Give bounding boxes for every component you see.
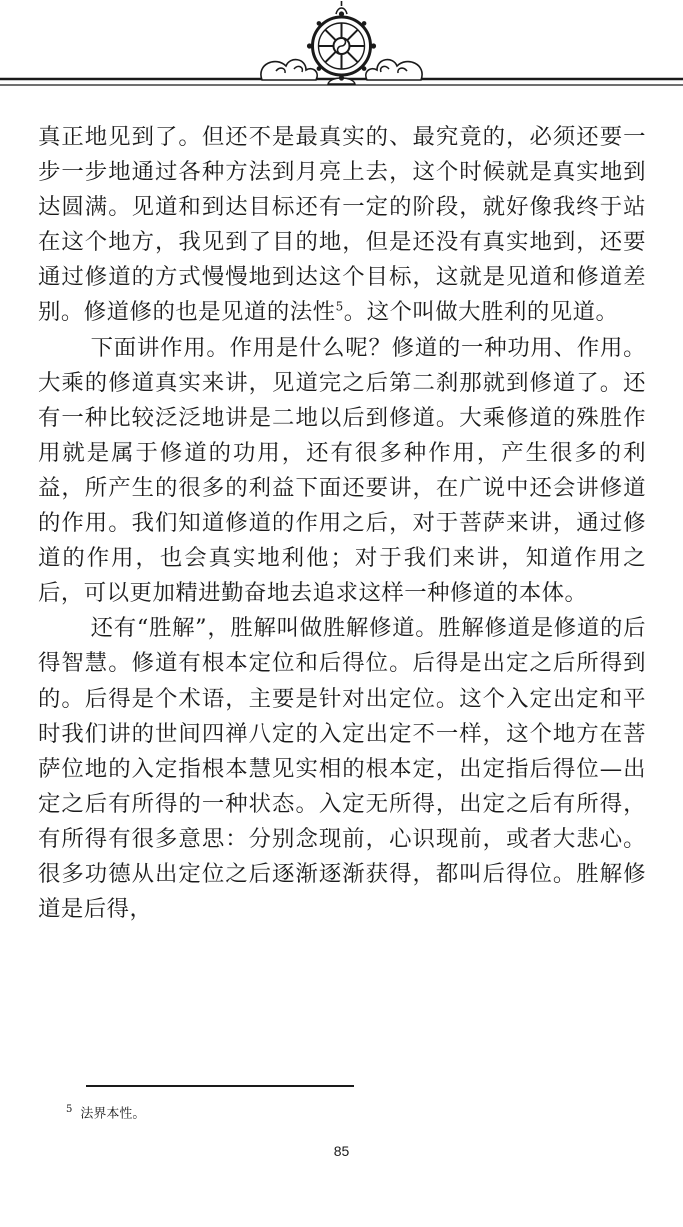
footnote-ref: 5 xyxy=(335,300,344,314)
footnote-divider xyxy=(86,1085,354,1087)
cloud-scroll-right-icon xyxy=(366,60,422,80)
footnote-mark: 5 xyxy=(66,1104,73,1115)
header-ornament xyxy=(0,0,683,100)
dharma-wheel-icon xyxy=(307,1,376,84)
paragraph-1: 真正地见到了。但还不是最真实的、最究竟的，必须还要一步一步地通过各种方法到月亮上去，这个时候就是真实地到达圆满。见道和到达目标还有一定的阶段，就好像我终于站在这个地方，我见到了目的地，但是还没有真实地到，还要通过修道的方式慢慢地到达这个目标，这就是见道和修道差别。修道修的也是见道的法性$^5$。这个叫做大胜利的见道。 xyxy=(38,124,646,326)
body-text xyxy=(38,120,646,927)
cloud-scroll-left-icon xyxy=(261,60,317,80)
paragraph-3: 还有“胜解”，胜解叫做胜解修道。胜解修道是修道的后得智慧。修道有根本定位和后得位。后得是出定之后所得到的。后得是个术语，主要是针对出定位。这个入定出定和平时我们讲的世间四禅八定的入定出定不一样，这个地方在菩萨位地的入定指根本慧见实相的根本定，出定指后得位—出定之后有所得的一种状态。入定无所得，出定之后有所得，有所得有很多意思：分别念现前，心识现前，或者大悲心。很多功德从出定位之后逐渐逐渐获得，都叫后得位。胜解修道是后得， xyxy=(38,615,646,923)
paragraph-2: 下面讲作用。作用是什么呢？修道的一种功用、作用。大乘的修道真实来讲，见道完之后第二刹那就到修道了。还有一种比较泛泛地讲是二地以后到修道。大乘修道的殊胜作用就是属于修道的功用，还有很多种作用，产生很多的利益，所产生的很多的利益下面还要讲，在广说中还会讲修道的作用。我们知道修道的作用之后，对于菩萨来讲，通过修道的作用，也会真实地利他；对于我们来讲，知道作用之后，可以更加精进勤奋地去追求这样一种修道的本体。 xyxy=(38,334,646,607)
footnote-text: 法界本性。 xyxy=(80,1106,146,1122)
page-number: 85 xyxy=(333,1143,350,1159)
footnote xyxy=(66,1101,145,1123)
